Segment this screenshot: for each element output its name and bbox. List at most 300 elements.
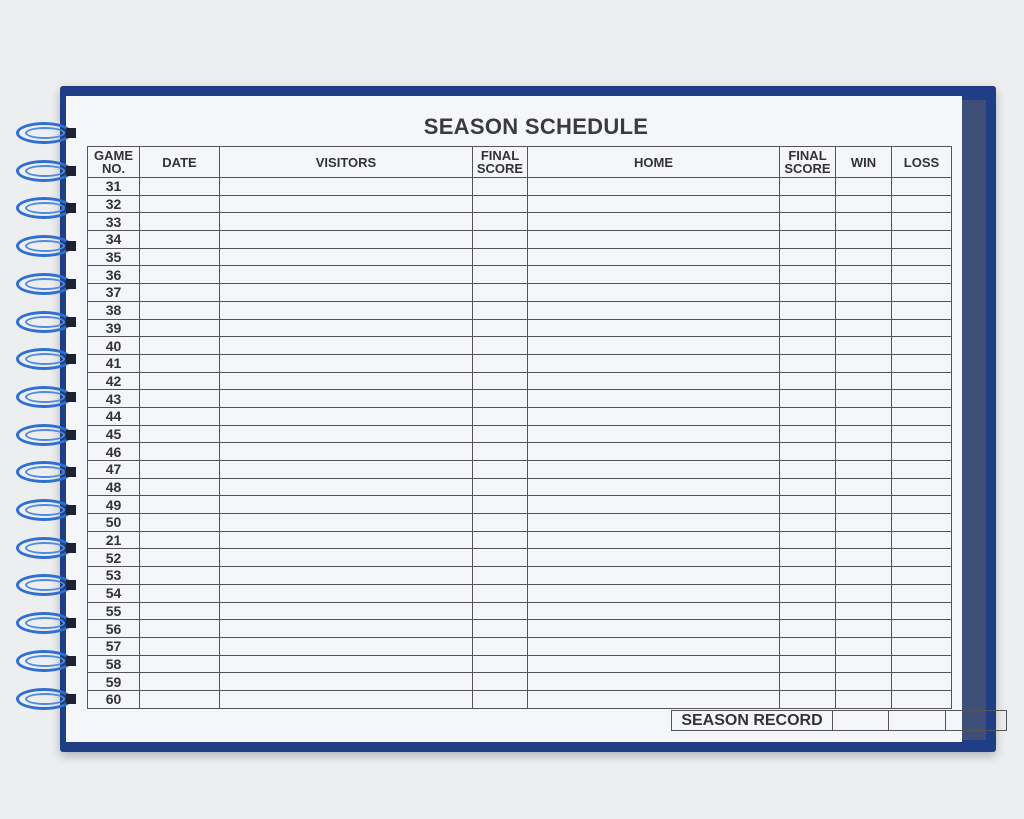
date-cell — [140, 690, 220, 708]
loss-cell — [892, 284, 952, 302]
home-cell — [528, 248, 780, 266]
table-row — [88, 266, 952, 284]
home-cell — [528, 390, 780, 408]
visitors-score-cell — [473, 478, 528, 496]
win-cell — [836, 213, 892, 231]
date-cell — [140, 425, 220, 443]
loss-cell — [892, 231, 952, 249]
home-cell — [528, 531, 780, 549]
table-row — [88, 478, 952, 496]
visitors-cell — [220, 319, 473, 337]
table-row — [88, 655, 952, 673]
home-score-cell — [780, 319, 836, 337]
win-cell — [836, 195, 892, 213]
date-cell — [140, 655, 220, 673]
date-cell — [140, 567, 220, 585]
table-row — [88, 637, 952, 655]
visitors-score-cell — [473, 266, 528, 284]
date-cell — [140, 354, 220, 372]
table-row — [88, 496, 952, 514]
date-cell — [140, 461, 220, 479]
binding-hole — [66, 467, 76, 477]
loss-cell — [892, 178, 952, 196]
visitors-score-cell — [473, 655, 528, 673]
loss-cell — [892, 567, 952, 585]
date-cell — [140, 584, 220, 602]
home-score-cell — [780, 496, 836, 514]
visitors-cell — [220, 461, 473, 479]
win-cell — [836, 337, 892, 355]
spiral-ring — [16, 612, 72, 634]
visitors-cell — [220, 213, 473, 231]
win-cell — [836, 319, 892, 337]
date-cell — [140, 443, 220, 461]
game-number: 49 — [88, 496, 140, 514]
home-cell — [528, 284, 780, 302]
home-score-cell — [780, 231, 836, 249]
visitors-score-cell — [473, 248, 528, 266]
home-cell — [528, 620, 780, 638]
win-cell — [836, 478, 892, 496]
win-cell — [836, 655, 892, 673]
header-win: WIN — [836, 147, 892, 178]
season-record-loss — [946, 711, 1007, 731]
win-cell — [836, 584, 892, 602]
home-score-cell — [780, 531, 836, 549]
home-score-cell — [780, 602, 836, 620]
loss-cell — [892, 461, 952, 479]
visitors-cell — [220, 567, 473, 585]
visitors-score-cell — [473, 372, 528, 390]
home-cell — [528, 301, 780, 319]
home-cell — [528, 496, 780, 514]
date-cell — [140, 195, 220, 213]
home-score-cell — [780, 284, 836, 302]
win-cell — [836, 567, 892, 585]
visitors-score-cell — [473, 390, 528, 408]
game-number: 32 — [88, 195, 140, 213]
home-score-cell — [780, 425, 836, 443]
date-cell — [140, 390, 220, 408]
game-number: 42 — [88, 372, 140, 390]
home-score-cell — [780, 390, 836, 408]
visitors-score-cell — [473, 337, 528, 355]
game-number: 33 — [88, 213, 140, 231]
game-number: 56 — [88, 620, 140, 638]
win-cell — [836, 461, 892, 479]
visitors-cell — [220, 284, 473, 302]
game-number: 45 — [88, 425, 140, 443]
win-cell — [836, 514, 892, 532]
table-row — [88, 531, 952, 549]
visitors-score-cell — [473, 319, 528, 337]
spiral-ring — [16, 424, 72, 446]
win-cell — [836, 301, 892, 319]
table-row — [88, 231, 952, 249]
visitors-score-cell — [473, 496, 528, 514]
table-row — [88, 213, 952, 231]
game-number: 58 — [88, 655, 140, 673]
loss-cell — [892, 620, 952, 638]
header-loss: LOSS — [892, 147, 952, 178]
date-cell — [140, 496, 220, 514]
visitors-score-cell — [473, 531, 528, 549]
visitors-score-cell — [473, 425, 528, 443]
win-cell — [836, 266, 892, 284]
date-cell — [140, 319, 220, 337]
home-cell — [528, 602, 780, 620]
visitors-cell — [220, 178, 473, 196]
home-score-cell — [780, 461, 836, 479]
home-score-cell — [780, 690, 836, 708]
visitors-score-cell — [473, 284, 528, 302]
visitors-cell — [220, 301, 473, 319]
table-row — [88, 319, 952, 337]
visitors-cell — [220, 337, 473, 355]
visitors-score-cell — [473, 549, 528, 567]
binding-hole — [66, 279, 76, 289]
date-cell — [140, 549, 220, 567]
win-cell — [836, 178, 892, 196]
table-row — [88, 567, 952, 585]
win-cell — [836, 496, 892, 514]
spiral-ring — [16, 160, 72, 182]
game-number: 46 — [88, 443, 140, 461]
table-row — [88, 301, 952, 319]
date-cell — [140, 301, 220, 319]
loss-cell — [892, 372, 952, 390]
header-row — [88, 147, 952, 178]
date-cell — [140, 602, 220, 620]
date-cell — [140, 620, 220, 638]
home-score-cell — [780, 514, 836, 532]
home-score-cell — [780, 443, 836, 461]
binding-hole — [66, 505, 76, 515]
home-cell — [528, 549, 780, 567]
table-row — [88, 584, 952, 602]
win-cell — [836, 354, 892, 372]
loss-cell — [892, 407, 952, 425]
home-cell — [528, 690, 780, 708]
visitors-score-cell — [473, 584, 528, 602]
game-number: 47 — [88, 461, 140, 479]
home-score-cell — [780, 407, 836, 425]
binding-hole — [66, 694, 76, 704]
loss-cell — [892, 584, 952, 602]
table-row — [88, 514, 952, 532]
game-number: 57 — [88, 637, 140, 655]
home-cell — [528, 372, 780, 390]
season-record-win — [889, 711, 946, 731]
home-score-cell — [780, 213, 836, 231]
header-game-no: GAME NO. — [88, 147, 140, 178]
visitors-cell — [220, 372, 473, 390]
visitors-cell — [220, 266, 473, 284]
visitors-cell — [220, 478, 473, 496]
home-score-cell — [780, 354, 836, 372]
table-row — [88, 461, 952, 479]
win-cell — [836, 407, 892, 425]
win-cell — [836, 248, 892, 266]
visitors-score-cell — [473, 602, 528, 620]
loss-cell — [892, 425, 952, 443]
visitors-score-cell — [473, 637, 528, 655]
home-cell — [528, 655, 780, 673]
win-cell — [836, 549, 892, 567]
game-number: 34 — [88, 231, 140, 249]
loss-cell — [892, 443, 952, 461]
game-number: 35 — [88, 248, 140, 266]
home-cell — [528, 461, 780, 479]
table-row — [88, 178, 952, 196]
loss-cell — [892, 690, 952, 708]
game-number: 37 — [88, 284, 140, 302]
visitors-cell — [220, 354, 473, 372]
binding-hole — [66, 656, 76, 666]
date-cell — [140, 637, 220, 655]
binding-hole — [66, 128, 76, 138]
loss-cell — [892, 602, 952, 620]
home-score-cell — [780, 337, 836, 355]
date-cell — [140, 514, 220, 532]
spiral-ring — [16, 688, 72, 710]
date-cell — [140, 478, 220, 496]
binding-hole — [66, 166, 76, 176]
game-number: 39 — [88, 319, 140, 337]
visitors-cell — [220, 425, 473, 443]
home-score-cell — [780, 655, 836, 673]
game-number: 48 — [88, 478, 140, 496]
spiral-ring — [16, 537, 72, 559]
table-row — [88, 284, 952, 302]
visitors-score-cell — [473, 461, 528, 479]
loss-cell — [892, 195, 952, 213]
table-row — [88, 390, 952, 408]
loss-cell — [892, 248, 952, 266]
win-cell — [836, 531, 892, 549]
binding-hole — [66, 430, 76, 440]
spiral-ring — [16, 386, 72, 408]
home-score-cell — [780, 673, 836, 691]
binding-hole — [66, 392, 76, 402]
table-row — [88, 372, 952, 390]
visitors-cell — [220, 390, 473, 408]
table-row — [88, 248, 952, 266]
binding-hole — [66, 543, 76, 553]
loss-cell — [892, 337, 952, 355]
header-final-score-visitors: FINAL SCORE — [473, 147, 528, 178]
date-cell — [140, 284, 220, 302]
binding-hole — [66, 354, 76, 364]
visitors-cell — [220, 673, 473, 691]
visitors-score-cell — [473, 514, 528, 532]
header-home: HOME — [528, 147, 780, 178]
table-row — [88, 425, 952, 443]
home-score-cell — [780, 248, 836, 266]
visitors-score-cell — [473, 178, 528, 196]
game-number: 44 — [88, 407, 140, 425]
loss-cell — [892, 390, 952, 408]
table-row — [88, 673, 952, 691]
loss-cell — [892, 673, 952, 691]
game-number: 31 — [88, 178, 140, 196]
page-title: SEASON SCHEDULE — [423, 114, 649, 139]
loss-cell — [892, 496, 952, 514]
schedule-table — [87, 146, 952, 709]
home-cell — [528, 266, 780, 284]
spiral-ring — [16, 650, 72, 672]
home-cell — [528, 354, 780, 372]
binding-hole — [66, 317, 76, 327]
game-number: 38 — [88, 301, 140, 319]
loss-cell — [892, 531, 952, 549]
loss-cell — [892, 301, 952, 319]
header-date: DATE — [140, 147, 220, 178]
loss-cell — [892, 319, 952, 337]
game-number: 36 — [88, 266, 140, 284]
home-cell — [528, 319, 780, 337]
win-cell — [836, 231, 892, 249]
visitors-cell — [220, 407, 473, 425]
visitors-cell — [220, 637, 473, 655]
visitors-cell — [220, 195, 473, 213]
binding-hole — [66, 618, 76, 628]
visitors-score-cell — [473, 443, 528, 461]
visitors-score-cell — [473, 231, 528, 249]
home-cell — [528, 407, 780, 425]
visitors-cell — [220, 496, 473, 514]
home-cell — [528, 478, 780, 496]
loss-cell — [892, 514, 952, 532]
season-record-final-score — [833, 711, 889, 731]
loss-cell — [892, 637, 952, 655]
win-cell — [836, 372, 892, 390]
date-cell — [140, 407, 220, 425]
game-number: 53 — [88, 567, 140, 585]
win-cell — [836, 443, 892, 461]
visitors-score-cell — [473, 195, 528, 213]
table-row — [88, 337, 952, 355]
win-cell — [836, 673, 892, 691]
visitors-score-cell — [473, 301, 528, 319]
season-record-row — [671, 710, 1007, 731]
loss-cell — [892, 213, 952, 231]
spiral-ring — [16, 273, 72, 295]
win-cell — [836, 602, 892, 620]
visitors-cell — [220, 531, 473, 549]
win-cell — [836, 620, 892, 638]
home-score-cell — [780, 637, 836, 655]
home-score-cell — [780, 195, 836, 213]
binding-hole — [66, 241, 76, 251]
table-row — [88, 602, 952, 620]
home-score-cell — [780, 478, 836, 496]
table-row — [88, 549, 952, 567]
game-number: 43 — [88, 390, 140, 408]
loss-cell — [892, 478, 952, 496]
spiral-ring — [16, 235, 72, 257]
home-score-cell — [780, 549, 836, 567]
home-cell — [528, 231, 780, 249]
home-cell — [528, 178, 780, 196]
header-final-score-home: FINAL SCORE — [780, 147, 836, 178]
home-score-cell — [780, 620, 836, 638]
home-score-cell — [780, 266, 836, 284]
binding-hole — [66, 580, 76, 590]
visitors-cell — [220, 602, 473, 620]
game-number: 41 — [88, 354, 140, 372]
game-number: 52 — [88, 549, 140, 567]
visitors-cell — [220, 549, 473, 567]
home-score-cell — [780, 584, 836, 602]
visitors-cell — [220, 620, 473, 638]
visitors-score-cell — [473, 620, 528, 638]
visitors-score-cell — [473, 354, 528, 372]
win-cell — [836, 637, 892, 655]
binding-hole — [66, 203, 76, 213]
game-number: 40 — [88, 337, 140, 355]
visitors-cell — [220, 690, 473, 708]
home-score-cell — [780, 301, 836, 319]
loss-cell — [892, 354, 952, 372]
loss-cell — [892, 549, 952, 567]
cover-edge — [962, 100, 986, 740]
loss-cell — [892, 655, 952, 673]
home-cell — [528, 425, 780, 443]
visitors-score-cell — [473, 407, 528, 425]
visitors-cell — [220, 655, 473, 673]
table-row — [88, 354, 952, 372]
home-score-cell — [780, 567, 836, 585]
header-visitors: VISITORS — [220, 147, 473, 178]
date-cell — [140, 266, 220, 284]
game-number: 55 — [88, 602, 140, 620]
spiral-ring — [16, 311, 72, 333]
loss-cell — [892, 266, 952, 284]
visitors-score-cell — [473, 567, 528, 585]
visitors-cell — [220, 248, 473, 266]
date-cell — [140, 673, 220, 691]
home-cell — [528, 443, 780, 461]
table-row — [88, 443, 952, 461]
date-cell — [140, 531, 220, 549]
table-row — [88, 407, 952, 425]
table-row — [88, 620, 952, 638]
date-cell — [140, 231, 220, 249]
home-cell — [528, 514, 780, 532]
visitors-score-cell — [473, 673, 528, 691]
schedule-rows — [88, 178, 952, 709]
visitors-cell — [220, 514, 473, 532]
table-row — [88, 690, 952, 708]
win-cell — [836, 284, 892, 302]
visitors-score-cell — [473, 213, 528, 231]
spiral-ring — [16, 499, 72, 521]
game-number: 50 — [88, 514, 140, 532]
date-cell — [140, 248, 220, 266]
date-cell — [140, 178, 220, 196]
win-cell — [836, 390, 892, 408]
visitors-score-cell — [473, 690, 528, 708]
win-cell — [836, 425, 892, 443]
game-number: 60 — [88, 690, 140, 708]
home-cell — [528, 195, 780, 213]
game-number: 59 — [88, 673, 140, 691]
game-number: 54 — [88, 584, 140, 602]
date-cell — [140, 372, 220, 390]
home-cell — [528, 567, 780, 585]
table-row — [88, 195, 952, 213]
